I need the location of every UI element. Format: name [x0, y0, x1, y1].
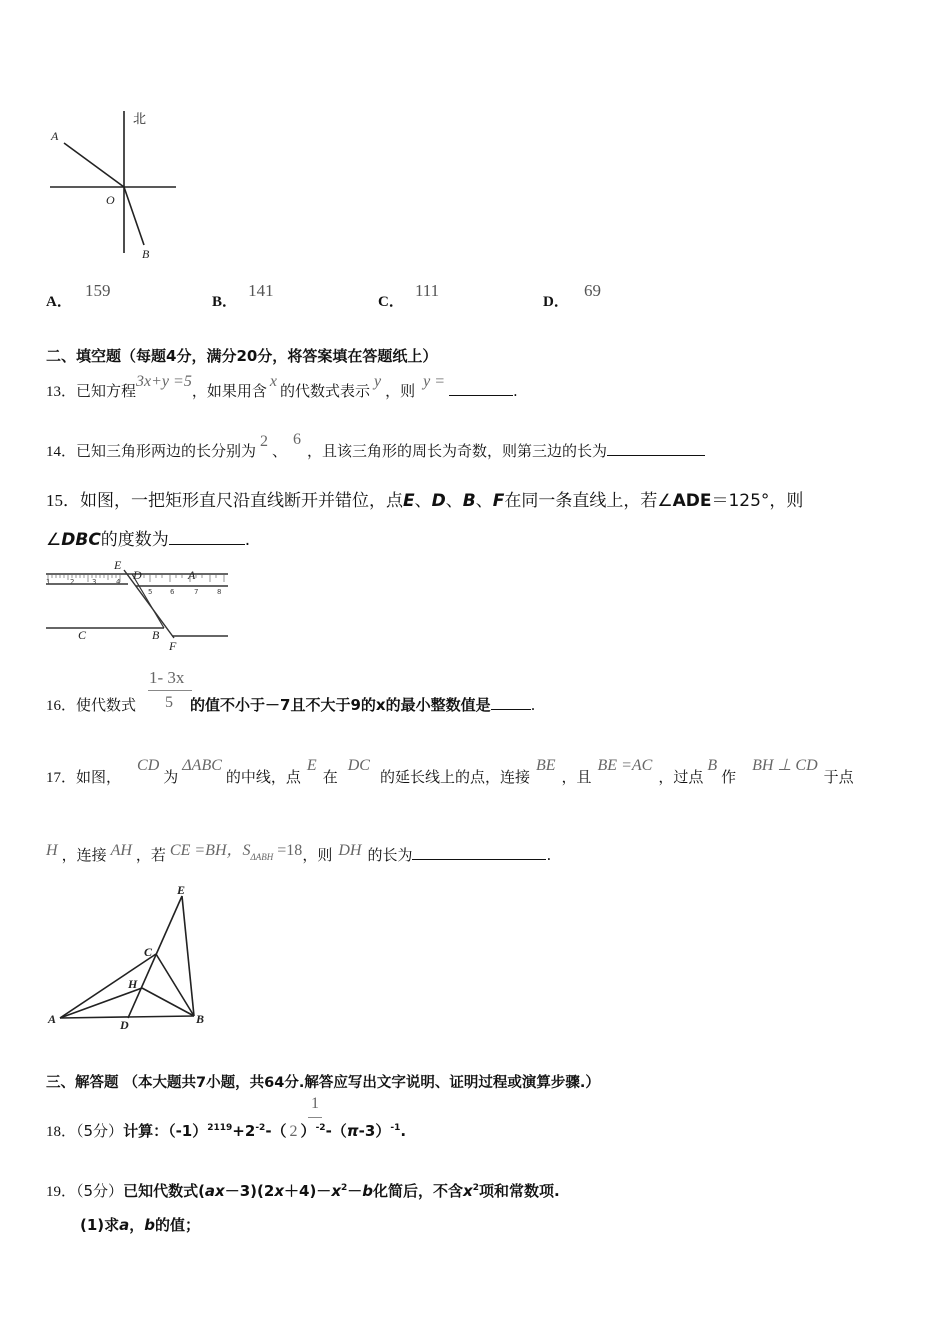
q19-square-1: 2 — [341, 1183, 348, 1193]
tick-label-1: 1 — [46, 578, 51, 586]
q18-fraction-denominator: 2 — [289, 1123, 298, 1140]
q14-side-b: 6 — [293, 431, 302, 448]
q19-sub1-text: (1)求 — [80, 1216, 120, 1234]
q15-point-b: B — [462, 491, 476, 511]
q19-sub1-comma: ， — [129, 1216, 145, 1234]
label-c: C — [144, 945, 153, 959]
q18-exp-4: -1 — [390, 1123, 401, 1133]
question-15-line-1 — [46, 486, 803, 511]
q13-text-3: 的代数式表示 — [279, 382, 370, 400]
question-19-sub-1 — [80, 1214, 200, 1235]
question-17-line-1 — [46, 757, 854, 787]
q17-text-9: 于点 — [823, 768, 854, 786]
q18-exp-1: 2119 — [207, 1123, 233, 1133]
ray-oa — [64, 143, 124, 187]
q17-text-3: 的中线，点 — [225, 768, 301, 786]
label-north: 北 — [133, 112, 147, 127]
q15-dun-2: 、 — [445, 491, 463, 511]
q15-number: 15． — [46, 491, 80, 510]
cut-line-d — [132, 574, 164, 628]
ray-ob — [124, 187, 144, 245]
seg-de — [128, 896, 182, 1018]
q18-exp-2: -2 — [255, 1123, 266, 1133]
q15-angle-ade: ADE — [672, 491, 712, 511]
q17-area-s: S — [242, 842, 251, 859]
q19-sub1-b: b — [144, 1216, 156, 1234]
q17-text-4: 在 — [322, 768, 338, 786]
q17-text-1: 如图， — [76, 768, 122, 786]
q17-text-10: ，连接 — [61, 846, 107, 864]
q14-separator: 、 — [272, 442, 288, 460]
q18-pi: π — [346, 1122, 359, 1140]
q17-text-8: 作 — [721, 768, 737, 786]
q17-dc: DC — [347, 757, 370, 774]
q19-number: 19． — [46, 1184, 77, 1200]
q18-text-4: ） — [300, 1122, 316, 1140]
q17-h: H — [46, 842, 58, 859]
q17-be-eq-ac: BE =AC — [597, 757, 653, 774]
q15-text-3: ＝125°，则 — [711, 491, 804, 511]
q16-text-1: 使代数式 — [76, 696, 137, 714]
q15-text-4: 的度数为 — [100, 530, 169, 550]
q13-y-equals: y = — [423, 373, 445, 390]
label-a: A — [188, 568, 196, 582]
q18-text-6: -3） — [358, 1122, 391, 1140]
q13-var-y: y — [373, 373, 382, 390]
q19-sub1-end: 的值； — [155, 1216, 201, 1234]
q17-text-6: ，且 — [561, 768, 592, 786]
q17-dh: DH — [338, 842, 362, 859]
q18-fraction-numerator: 1 — [311, 1095, 319, 1112]
q15-point-d: D — [431, 491, 446, 511]
q18-fraction-bar — [308, 1117, 322, 1118]
q19-var-x4: x — [463, 1182, 473, 1200]
q15-text-2: 在同一条直线上，若∠ — [504, 491, 673, 511]
q17-b: B — [707, 757, 718, 774]
q17-triangle-abc: ΔABC — [182, 757, 222, 774]
q17-area-value: =18 — [273, 842, 303, 859]
question-19 — [46, 1180, 560, 1201]
q14-answer-blank[interactable] — [607, 441, 705, 456]
label-a: A — [48, 1012, 57, 1026]
tick-label-5: 5 — [148, 588, 153, 596]
q17-text-7: ，过点 — [658, 768, 704, 786]
q19-sub1-a: a — [119, 1216, 130, 1234]
q16-fraction-denominator: 5 — [165, 694, 173, 711]
option-b-letter: B． — [212, 294, 238, 310]
question-15-line-2 — [46, 525, 250, 550]
q15-end: . — [244, 530, 251, 550]
question-18 — [46, 1120, 406, 1141]
q15-angle-symbol: ∠ — [46, 530, 62, 550]
figure-broken-ruler — [40, 556, 240, 656]
q17-text-2: 为 — [163, 768, 179, 786]
option-c-letter: C． — [378, 294, 404, 310]
q13-end: . — [513, 382, 518, 400]
option-b-value: 141 — [248, 281, 274, 300]
q19-var-x1: x — [215, 1182, 225, 1200]
tick-label-7: 7 — [194, 588, 199, 596]
q19-text-1: 已知代数式( — [123, 1182, 205, 1200]
tick-label-8: 8 — [217, 588, 222, 596]
q18-end: . — [400, 1122, 407, 1140]
label-h: H — [128, 977, 138, 991]
q14-text-1: 已知三角形两边的长分别为 — [76, 442, 257, 460]
option-c-value: 111 — [414, 281, 440, 300]
q17-answer-blank[interactable] — [412, 845, 546, 860]
q13-text-1: 已知方程 — [76, 382, 137, 400]
q17-text-12: ，则 — [302, 846, 333, 864]
q16-text-2: 的值不小于－7且不大于9的x的最小整数值是 — [190, 696, 491, 714]
q17-text-5: 的延长线上的点，连接 — [379, 768, 530, 786]
q17-end: . — [546, 846, 552, 864]
q18-text-2: +2 — [232, 1122, 256, 1140]
q17-ce-eq-bh: CE =BH， — [169, 842, 243, 859]
option-d — [543, 281, 601, 311]
q19-text-3: ＋4)－ — [284, 1182, 332, 1200]
q17-be: BE — [535, 757, 556, 774]
q19-text-2: －3)(2 — [224, 1182, 275, 1200]
q18-exp-3: -2 — [315, 1123, 326, 1133]
q15-point-e: E — [403, 491, 415, 511]
option-a — [46, 281, 111, 311]
q19-var-x3: x — [331, 1182, 341, 1200]
option-b — [212, 281, 274, 311]
q16-number: 16． — [46, 698, 77, 714]
q18-score: （5分） — [76, 1122, 124, 1140]
q16-answer-blank[interactable] — [491, 695, 531, 710]
label-o: O — [106, 193, 115, 207]
q13-equation: 3x+y =5 — [136, 373, 192, 390]
label-e: E — [177, 883, 186, 897]
q13-text-2: ，如果用含 — [191, 382, 267, 400]
label-f: F — [169, 639, 177, 653]
q15-answer-blank[interactable] — [169, 530, 245, 545]
q19-text-4: － — [347, 1182, 363, 1200]
question-17-line-2 — [46, 842, 551, 865]
tick-label-3: 3 — [92, 578, 97, 586]
question-16 — [46, 694, 535, 715]
q13-var-x: x — [269, 373, 277, 390]
q15-dun-3: 、 — [475, 491, 493, 511]
q19-text-5: 化简后，不含 — [373, 1182, 464, 1200]
option-d-value: 69 — [583, 281, 601, 300]
q13-answer-blank[interactable] — [449, 381, 513, 396]
q19-score: （5分） — [76, 1182, 124, 1200]
label-c: C — [78, 628, 87, 642]
q17-ah: AH — [110, 842, 132, 859]
q17-e: E — [306, 757, 317, 774]
q17-cd: CD — [137, 757, 160, 774]
q19-var-b: b — [362, 1182, 374, 1200]
q17-bh-perp-cd: BH ⊥ CD — [752, 757, 818, 774]
option-a-value: 159 — [84, 281, 111, 300]
label-d: D — [133, 568, 142, 582]
label-b: B — [152, 628, 160, 642]
label-b: B — [142, 247, 150, 261]
q15-text-1: 如图，一把矩形直尺沿直线断开并错位，点 — [80, 491, 403, 511]
tick-label-2: 2 — [70, 578, 75, 586]
option-c — [378, 281, 440, 311]
label-d: D — [120, 1018, 129, 1030]
q17-area-sub: ΔABH — [250, 852, 274, 862]
q19-var-a: a — [204, 1182, 216, 1200]
q14-number: 14． — [46, 444, 77, 460]
q16-end: . — [530, 696, 536, 714]
figure-compass-angles — [40, 105, 190, 265]
label-e: E — [114, 558, 122, 572]
option-d-letter: D． — [543, 294, 569, 310]
q17-text-11: ，若 — [135, 846, 166, 864]
q14-text-2: ，且该三角形的周长为奇数，则第三边的长为 — [307, 442, 608, 460]
q18-text-1: 计算：（-1） — [123, 1122, 208, 1140]
section-3-title: 三、解答题 （本大题共7小题，共64分.解答应写出文字说明、证明过程或演算步骤.） — [46, 1075, 600, 1091]
tick-label-4: 4 — [116, 578, 121, 586]
q19-var-x2: x — [274, 1182, 285, 1200]
q13-text-4: ，则 — [385, 382, 416, 400]
q16-fraction-numerator: 1- 3x — [149, 668, 185, 687]
tick-label-6: 6 — [170, 588, 175, 596]
q15-angle-dbc: DBC — [61, 530, 101, 550]
q13-number: 13． — [46, 384, 77, 400]
q15-point-f: F — [492, 491, 505, 511]
figure-triangle — [40, 880, 220, 1030]
q18-text-5: -（ — [325, 1122, 347, 1140]
q14-side-a: 2 — [260, 433, 269, 450]
q19-square-2: 2 — [472, 1183, 479, 1193]
question-13 — [46, 373, 518, 401]
question-14 — [46, 431, 705, 461]
q17-number: 17． — [46, 770, 77, 786]
label-b: B — [196, 1012, 205, 1026]
section-2-title: 二、填空题（每题4分，满分20分，将答案填在答题纸上） — [46, 347, 438, 365]
q17-text-13: 的长为 — [367, 846, 413, 864]
label-a: A — [51, 129, 59, 143]
q16-fraction-bar — [148, 690, 192, 691]
option-a-letter: A． — [46, 294, 72, 310]
q15-dun-1: 、 — [414, 491, 432, 511]
q18-number: 18． — [46, 1124, 77, 1140]
q19-text-6: 项和常数项. — [479, 1182, 560, 1200]
q18-text-3: -（ — [265, 1122, 287, 1140]
